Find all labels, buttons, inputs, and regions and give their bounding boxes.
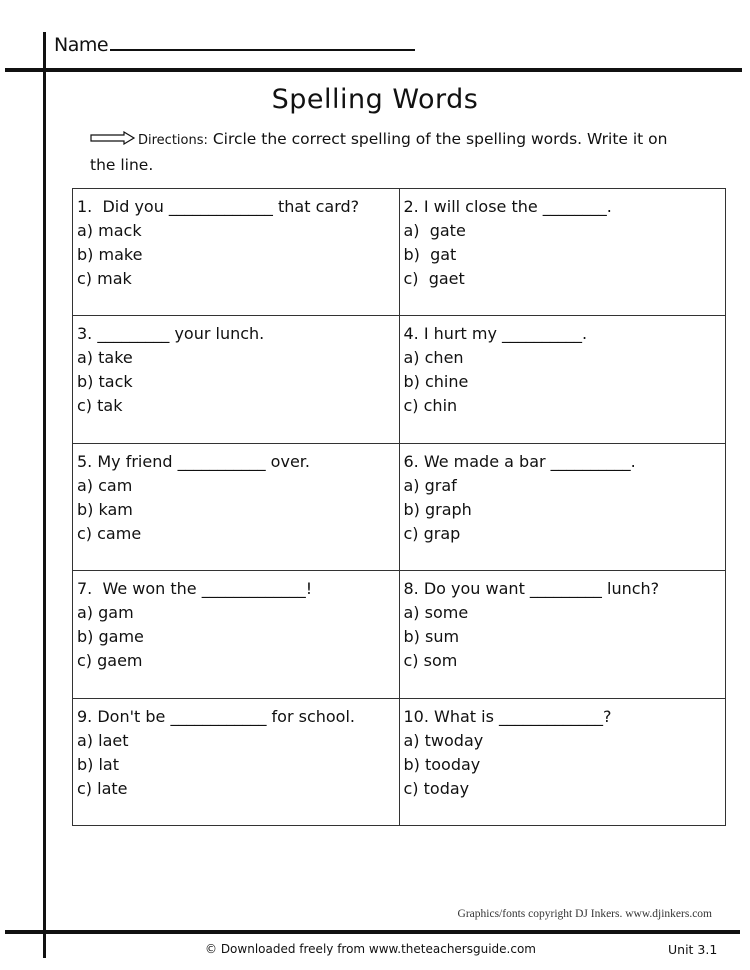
margin-line	[43, 32, 46, 958]
download-notice: © Downloaded freely from www.theteachersguide.com	[205, 942, 536, 956]
answer-option[interactable]: c) gaem	[77, 651, 143, 671]
question-row	[73, 316, 726, 443]
page-title: Spelling Words	[271, 84, 479, 115]
header-divider	[5, 68, 742, 72]
arrow-right-icon	[90, 128, 136, 152]
question-row	[73, 443, 726, 570]
question-prompt: 7. We won the _____________!	[77, 579, 313, 599]
copyright-credit: Graphics/fonts copyright DJ Inkers. www.djinkers.com	[457, 908, 712, 920]
question-prompt: 6. We made a bar __________.	[403, 451, 636, 471]
answer-option[interactable]: c) chin	[403, 396, 458, 416]
answer-option[interactable]: a) chen	[403, 348, 464, 368]
answer-option[interactable]: c) came	[77, 523, 142, 543]
question-prompt: 9. Don't be ____________ for school.	[77, 706, 355, 726]
answer-option[interactable]: c) late	[77, 778, 128, 798]
answer-option[interactable]: b) game	[77, 627, 144, 647]
answer-option[interactable]: c) tak	[77, 396, 123, 416]
answer-option[interactable]: b) tooday	[403, 754, 481, 774]
answer-option[interactable]: a) gam	[77, 603, 134, 623]
name-label: Name	[54, 34, 109, 56]
answer-option[interactable]: b) sum	[403, 627, 460, 647]
directions	[90, 127, 690, 177]
question-cell	[73, 443, 400, 570]
question-prompt: 2. I will close the ________.	[403, 197, 612, 216]
directions-text: Circle the correct spelling of the spelling words. Write it on the line.	[90, 130, 668, 174]
question-prompt: 10. What is _____________?	[403, 706, 612, 726]
answer-option[interactable]: a) mack	[77, 221, 142, 240]
question-cell	[399, 189, 726, 316]
answer-option[interactable]: a) laet	[77, 730, 129, 750]
question-cell	[399, 443, 726, 570]
answer-option[interactable]: b) graph	[403, 499, 472, 519]
question-cell	[73, 698, 400, 825]
question-cell	[399, 571, 726, 698]
question-cell	[73, 571, 400, 698]
answer-option[interactable]: a) take	[77, 348, 133, 368]
question-row	[73, 571, 726, 698]
answer-option[interactable]: a) some	[403, 603, 469, 623]
question-prompt: 5. My friend ___________ over.	[77, 451, 310, 471]
answer-option[interactable]: c) grap	[403, 523, 461, 543]
name-blank-line[interactable]	[110, 35, 415, 51]
question-cell	[73, 189, 400, 316]
question-row	[73, 189, 726, 316]
answer-option[interactable]: b) gat	[403, 245, 457, 264]
footer-divider	[5, 930, 740, 934]
unit-label: Unit 3.1	[668, 942, 718, 957]
question-prompt: 1. Did you _____________ that card?	[77, 197, 360, 216]
answer-option[interactable]: c) today	[403, 778, 470, 798]
answer-option[interactable]: b) tack	[77, 372, 133, 392]
answer-option[interactable]: a) graf	[403, 475, 457, 495]
answer-option[interactable]: b) lat	[77, 754, 120, 774]
answer-option[interactable]: b) kam	[77, 499, 133, 519]
question-cell	[399, 698, 726, 825]
question-prompt: 4. I hurt my __________.	[403, 324, 588, 344]
answer-option[interactable]: b) chine	[403, 372, 469, 392]
answer-option[interactable]: b) make	[77, 245, 143, 264]
directions-label: Directions:	[138, 133, 208, 148]
question-cell	[399, 316, 726, 443]
answer-option[interactable]: a) cam	[77, 475, 133, 495]
answer-option[interactable]: c) mak	[77, 269, 132, 288]
question-row	[73, 698, 726, 825]
answer-option[interactable]: c) som	[403, 651, 458, 671]
question-cell	[73, 316, 400, 443]
answer-option[interactable]: a) twoday	[403, 730, 484, 750]
questions-table	[72, 188, 726, 826]
question-prompt: 8. Do you want _________ lunch?	[403, 579, 660, 599]
question-prompt: 3. _________ your lunch.	[77, 324, 265, 344]
name-field[interactable]	[54, 34, 415, 56]
answer-option[interactable]: a) gate	[403, 221, 466, 240]
answer-option[interactable]: c) gaet	[403, 269, 465, 288]
